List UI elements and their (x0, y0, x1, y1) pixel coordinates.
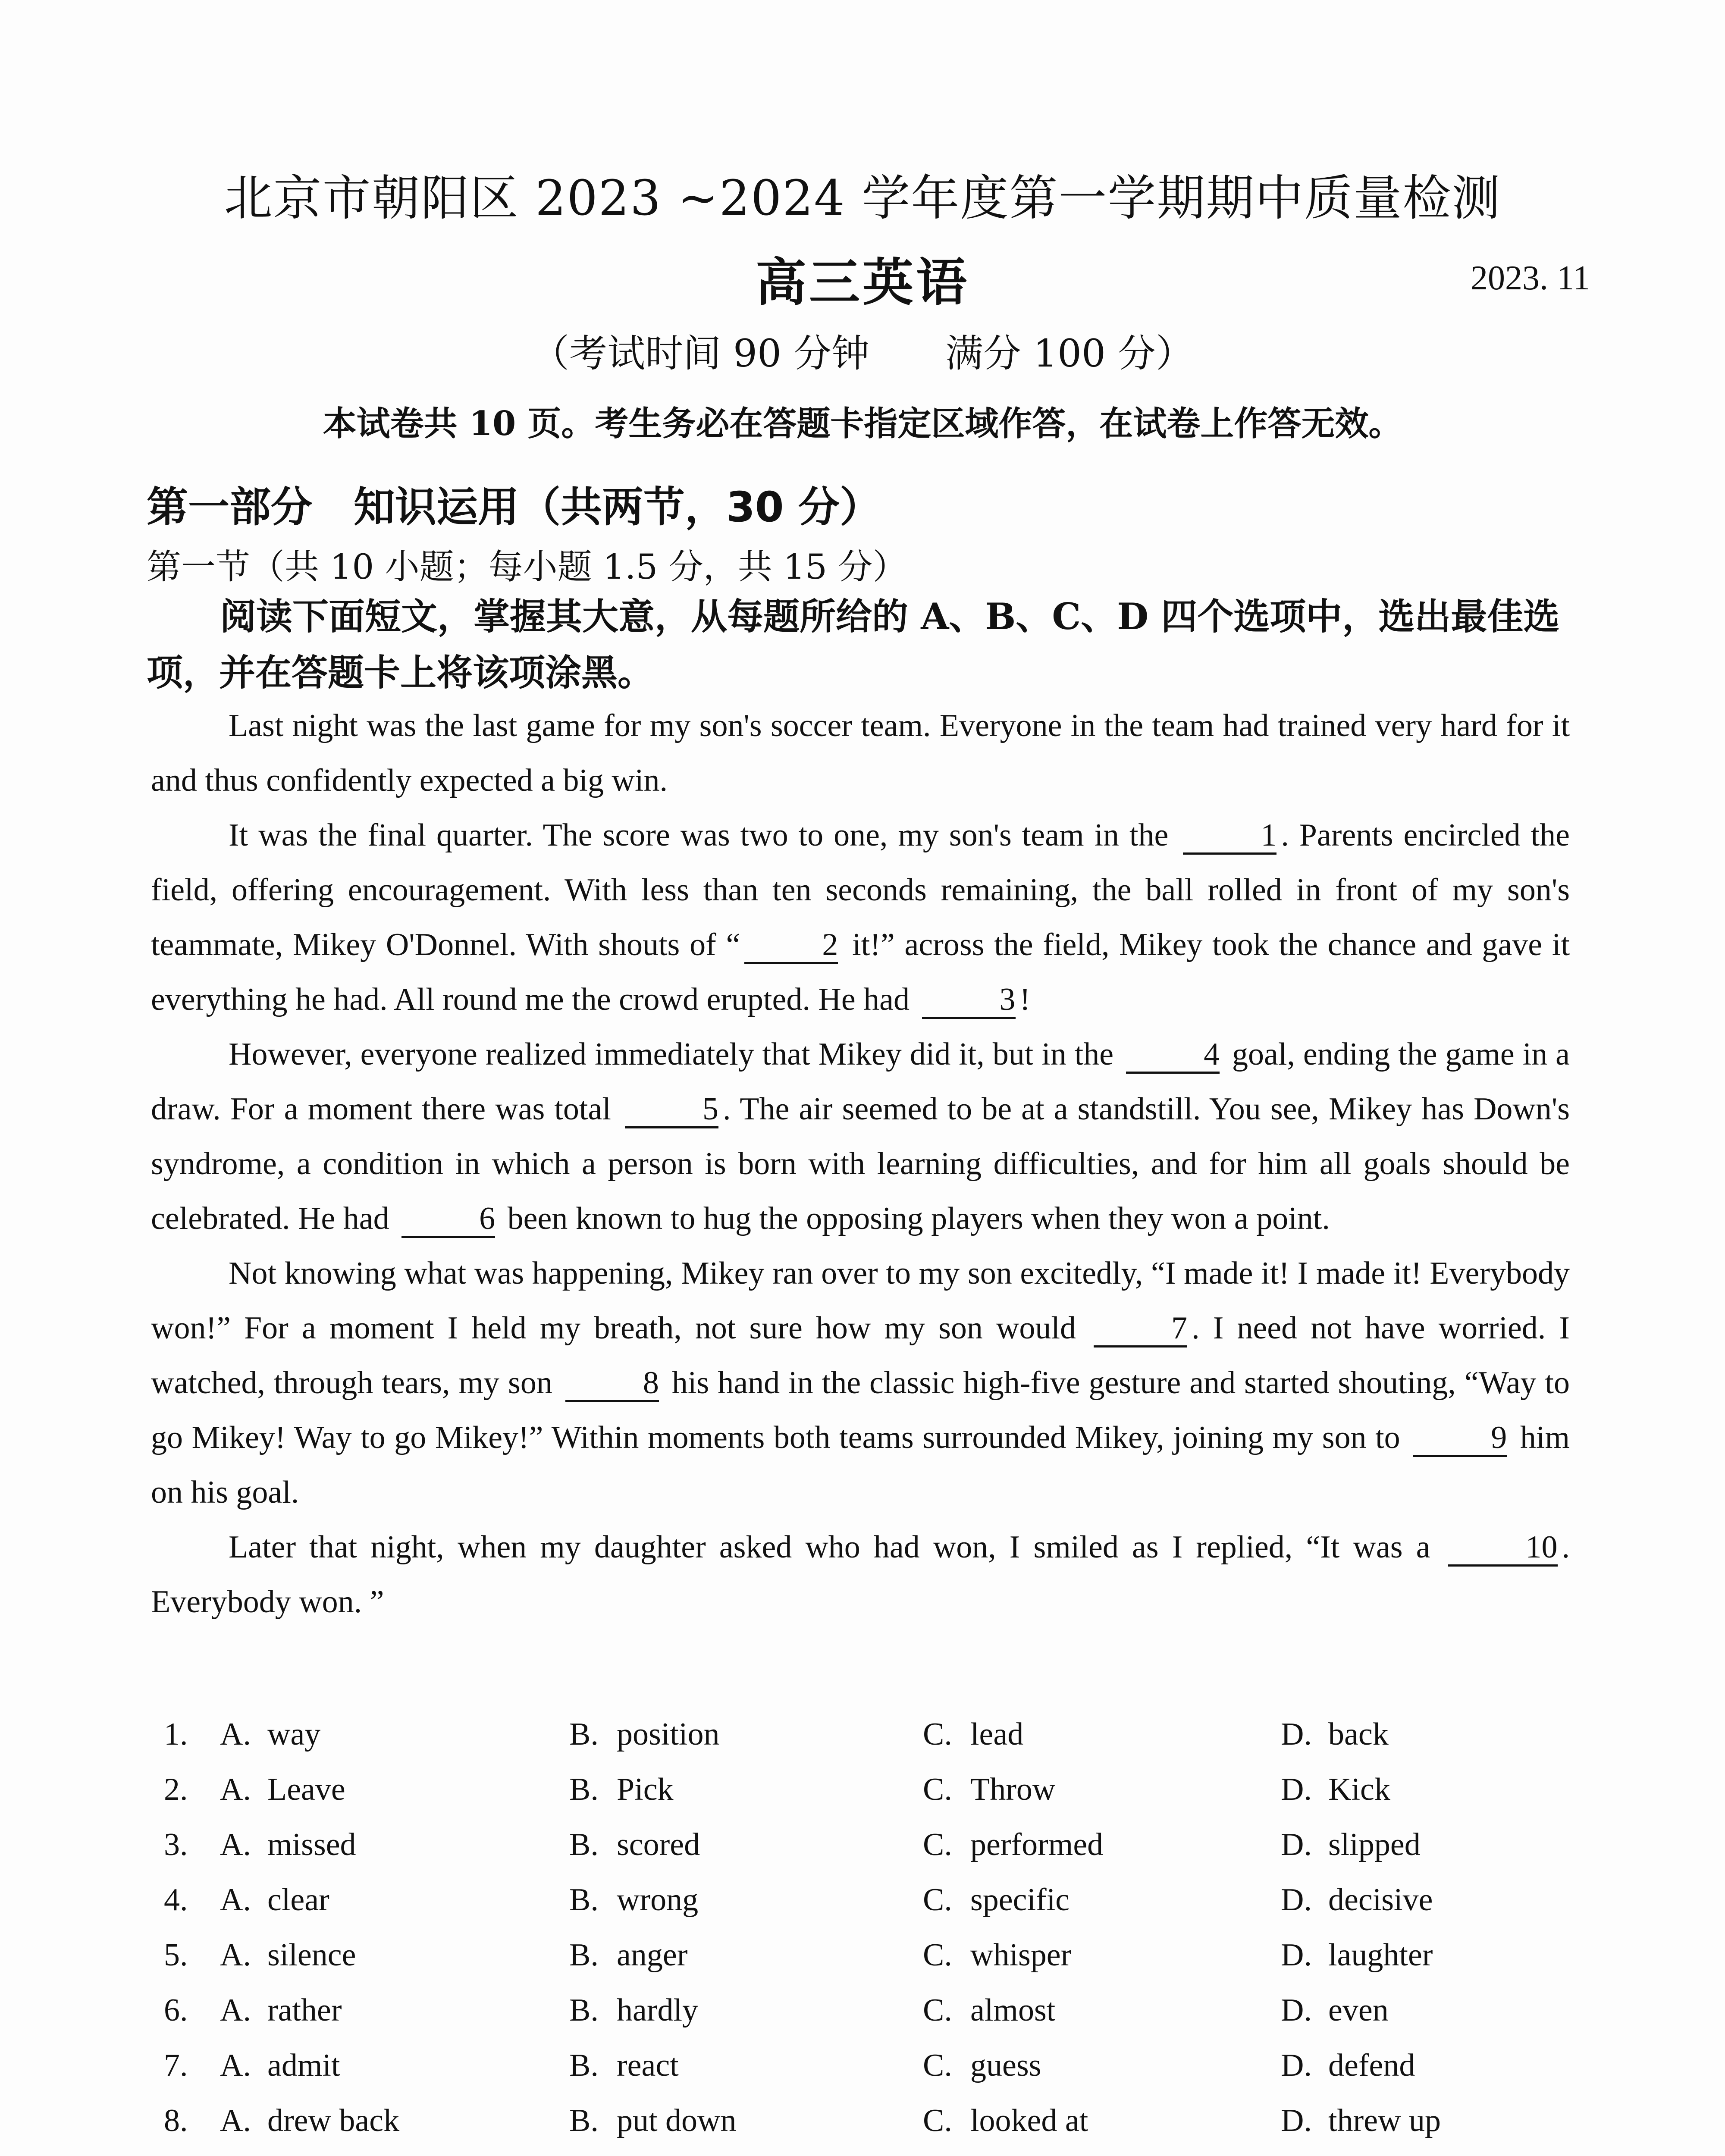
option-text: rather (267, 1993, 342, 2028)
passage-text: been known to hug the opposing players when they won a point. (507, 1201, 1330, 1236)
option-c (923, 1771, 1055, 1808)
option-letter: D. (1281, 2048, 1312, 2083)
option-a (220, 2103, 399, 2139)
option-text: silence (267, 1937, 356, 1973)
option-letter: D. (1281, 2103, 1312, 2138)
blank-2: 2 (744, 928, 838, 964)
option-text: admit (267, 2048, 340, 2083)
option-row (164, 1716, 1587, 1771)
option-c (923, 2047, 1041, 2084)
passage-text: Last night was the last game for my son's soccer team. Everyone in the team had trained very hard for it and thus confidently expected a big win. (151, 708, 1570, 798)
option-text: whisper (970, 1937, 1072, 1973)
passage-text: . Parents encircled the field, offering encouragement. With less than ten seconds remaining, the ball rolled in front of my son's teammate, Mikey O'Donnel. With shouts of “ (151, 818, 1570, 962)
blank-8: 8 (565, 1366, 659, 1402)
option-b (569, 1882, 698, 1918)
option-text: performed (970, 1827, 1104, 1862)
option-letter: A. (220, 1882, 251, 1918)
passage-paragraph (151, 1246, 1570, 1520)
option-text: looked at (970, 2103, 1088, 2138)
option-text: missed (267, 1827, 356, 1862)
option-letter: B. (569, 1772, 599, 1807)
passage-text: It was the final quarter. The score was two to one, my son's team in the (229, 818, 1169, 853)
option-d (1281, 2103, 1441, 2139)
option-letter: C. (923, 1772, 952, 1807)
option-letter: B. (569, 2048, 599, 2083)
option-c (923, 1827, 1103, 1863)
option-text: hardly (617, 1993, 699, 2028)
passage-paragraph (151, 808, 1570, 1027)
passage-text: it!” across the field, Mikey took the chance and gave it everything he had. All round me the crowd erupted. He had (151, 927, 1570, 1017)
passage-paragraph (151, 699, 1570, 808)
option-letter: D. (1281, 1993, 1312, 2028)
option-text: slipped (1328, 1827, 1421, 1862)
option-d (1281, 1771, 1390, 1808)
option-letter: C. (923, 1827, 952, 1862)
option-letter: C. (923, 1937, 952, 1973)
blank-3: 3 (922, 982, 1016, 1019)
option-c (923, 1716, 1023, 1753)
section-instruction: 阅读下面短文，掌握其大意，从每题所给的 A、B、C、D 四个选项中，选出最佳选项，并在答题卡上将该项涂黑。 (147, 595, 1560, 694)
passage-paragraph (151, 1520, 1570, 1630)
option-text: Kick (1328, 1772, 1390, 1807)
options-list (164, 1716, 1587, 2156)
option-b (569, 1771, 674, 1808)
option-text: back (1328, 1717, 1389, 1752)
option-text: way (267, 1717, 321, 1752)
option-text: react (617, 2048, 679, 2083)
option-text: specific (970, 1882, 1070, 1918)
blank-9: 9 (1413, 1420, 1507, 1457)
option-b (569, 1716, 719, 1753)
option-letter: C. (923, 1882, 952, 1918)
option-b (569, 2103, 737, 2139)
option-letter: B. (569, 1717, 599, 1752)
option-text: put down (617, 2103, 737, 2138)
option-letter: B. (569, 1827, 599, 1862)
passage-text: . I need not have worried. I watched, through tears, my son (151, 1310, 1570, 1401)
question-number: 1. (164, 1717, 188, 1752)
passage-text: . Everybody won. ” (151, 1529, 1570, 1620)
option-a (220, 1882, 329, 1918)
passage-text: him on his goal. (151, 1420, 1570, 1510)
blank-5: 5 (625, 1092, 718, 1128)
option-b (569, 1992, 698, 2029)
option-text: laughter (1328, 1937, 1433, 1973)
option-text: scored (617, 1827, 700, 1862)
option-d (1281, 1827, 1421, 1863)
blank-1: 1 (1183, 818, 1276, 855)
option-text: clear (267, 1882, 329, 1918)
option-letter: A. (220, 1717, 251, 1752)
option-a (220, 1771, 345, 1808)
passage-text: Not knowing what was happening, Mikey ran over to my son excitedly, “I made it! I made it! Everybody won!” For a moment I held my breath, not sure how my son would (151, 1256, 1570, 1346)
option-d (1281, 1882, 1433, 1918)
exam-date: 2023. 11 (1471, 259, 1590, 297)
option-d (1281, 1937, 1433, 1974)
option-a (220, 1716, 320, 1753)
option-text: threw up (1328, 2103, 1441, 2138)
option-b (569, 1937, 687, 1974)
option-b (569, 1827, 700, 1863)
option-row (164, 1937, 1587, 1992)
option-letter: D. (1281, 1937, 1312, 1973)
blank-6: 6 (401, 1201, 495, 1238)
option-letter: D. (1281, 1882, 1312, 1918)
blank-7: 7 (1094, 1311, 1187, 1348)
exam-notice: 本试卷共 10 页。考生务必在答题卡指定区域作答，在试卷上作答无效。 (323, 404, 1402, 443)
blank-4: 4 (1126, 1037, 1220, 1074)
option-row (164, 2047, 1587, 2103)
option-letter: A. (220, 2103, 251, 2138)
option-row (164, 1827, 1587, 1882)
option-row (164, 2103, 1587, 2156)
option-letter: C. (923, 2048, 952, 2083)
option-letter: D. (1281, 1772, 1312, 1807)
subject-title: 高三英语 (755, 252, 969, 312)
option-text: Leave (267, 1772, 345, 1807)
option-row (164, 1771, 1587, 1827)
option-a (220, 1937, 356, 1974)
option-text: Throw (970, 1772, 1056, 1807)
option-text: lead (970, 1717, 1024, 1752)
option-letter: A. (220, 1937, 251, 1973)
option-text: almost (970, 1993, 1056, 2028)
option-letter: A. (220, 1993, 251, 2028)
option-text: position (617, 1717, 720, 1752)
passage-text: his hand in the classic high-five gesture and started shouting, “Way to go Mikey! Way to go Mikey!” Within moments both teams surrounded Mikey, joining my son to (151, 1365, 1570, 1455)
exam-title: 北京市朝阳区 2023 ~2024 学年度第一学期期中质量检测 (224, 170, 1501, 226)
option-a (220, 1992, 342, 2029)
option-text: anger (617, 1937, 688, 1973)
part-title: 第一部分 知识运用（共两节，30 分） (147, 483, 881, 531)
question-number: 6. (164, 1993, 188, 2028)
blank-10: 10 (1448, 1530, 1558, 1567)
question-number: 4. (164, 1882, 188, 1918)
option-a (220, 2047, 340, 2084)
option-letter: A. (220, 2048, 251, 2083)
option-a (220, 1827, 356, 1863)
option-d (1281, 2047, 1415, 2084)
option-text: even (1328, 1993, 1389, 2028)
passage-text: ! (1019, 982, 1031, 1017)
option-letter: D. (1281, 1827, 1312, 1862)
option-letter: B. (569, 2103, 599, 2138)
passage-text: . The air seemed to be at a standstill. You see, Mikey has Down's syndrome, a condition in which a person is born with learning difficulties, and for him all goals should be celebrated. He had (151, 1091, 1570, 1236)
option-letter: A. (220, 1827, 251, 1862)
passage-text: However, everyone realized immediately that Mikey did it, but in the (229, 1037, 1114, 1072)
question-number: 3. (164, 1827, 188, 1862)
option-text: guess (970, 2048, 1041, 2083)
question-number: 5. (164, 1937, 188, 1973)
option-c (923, 1937, 1071, 1974)
option-b (569, 2047, 679, 2084)
option-letter: D. (1281, 1717, 1312, 1752)
question-number: 2. (164, 1772, 188, 1807)
option-d (1281, 1716, 1389, 1753)
option-letter: A. (220, 1772, 251, 1807)
option-text: wrong (617, 1882, 699, 1918)
exam-time: （考试时间 90 分钟 满分 100 分） (531, 331, 1194, 376)
passage-paragraph (151, 1027, 1570, 1246)
option-text: drew back (267, 2103, 400, 2138)
option-text: Pick (617, 1772, 674, 1807)
option-c (923, 1992, 1055, 2029)
option-c (923, 1882, 1070, 1918)
option-d (1281, 1992, 1389, 2029)
option-letter: B. (569, 1937, 599, 1973)
option-letter: C. (923, 1993, 952, 2028)
question-number: 7. (164, 2048, 188, 2083)
option-letter: C. (923, 1717, 952, 1752)
option-letter: C. (923, 2103, 952, 2138)
option-c (923, 2103, 1088, 2139)
option-text: decisive (1328, 1882, 1433, 1918)
option-letter: B. (569, 1882, 599, 1918)
option-row (164, 1992, 1587, 2047)
option-letter: B. (569, 1993, 599, 2028)
passage-text: Later that night, when my daughter asked who had won, I smiled as I replied, “It was a (229, 1529, 1430, 1565)
question-number: 8. (164, 2103, 188, 2138)
cloze-passage (151, 699, 1570, 1630)
section-title: 第一节（共 10 小题；每小题 1.5 分，共 15 分） (147, 547, 907, 587)
option-row (164, 1882, 1587, 1937)
option-text: defend (1328, 2048, 1415, 2083)
passage-text: goal, ending the game in a draw. For a moment there was total (151, 1037, 1570, 1127)
